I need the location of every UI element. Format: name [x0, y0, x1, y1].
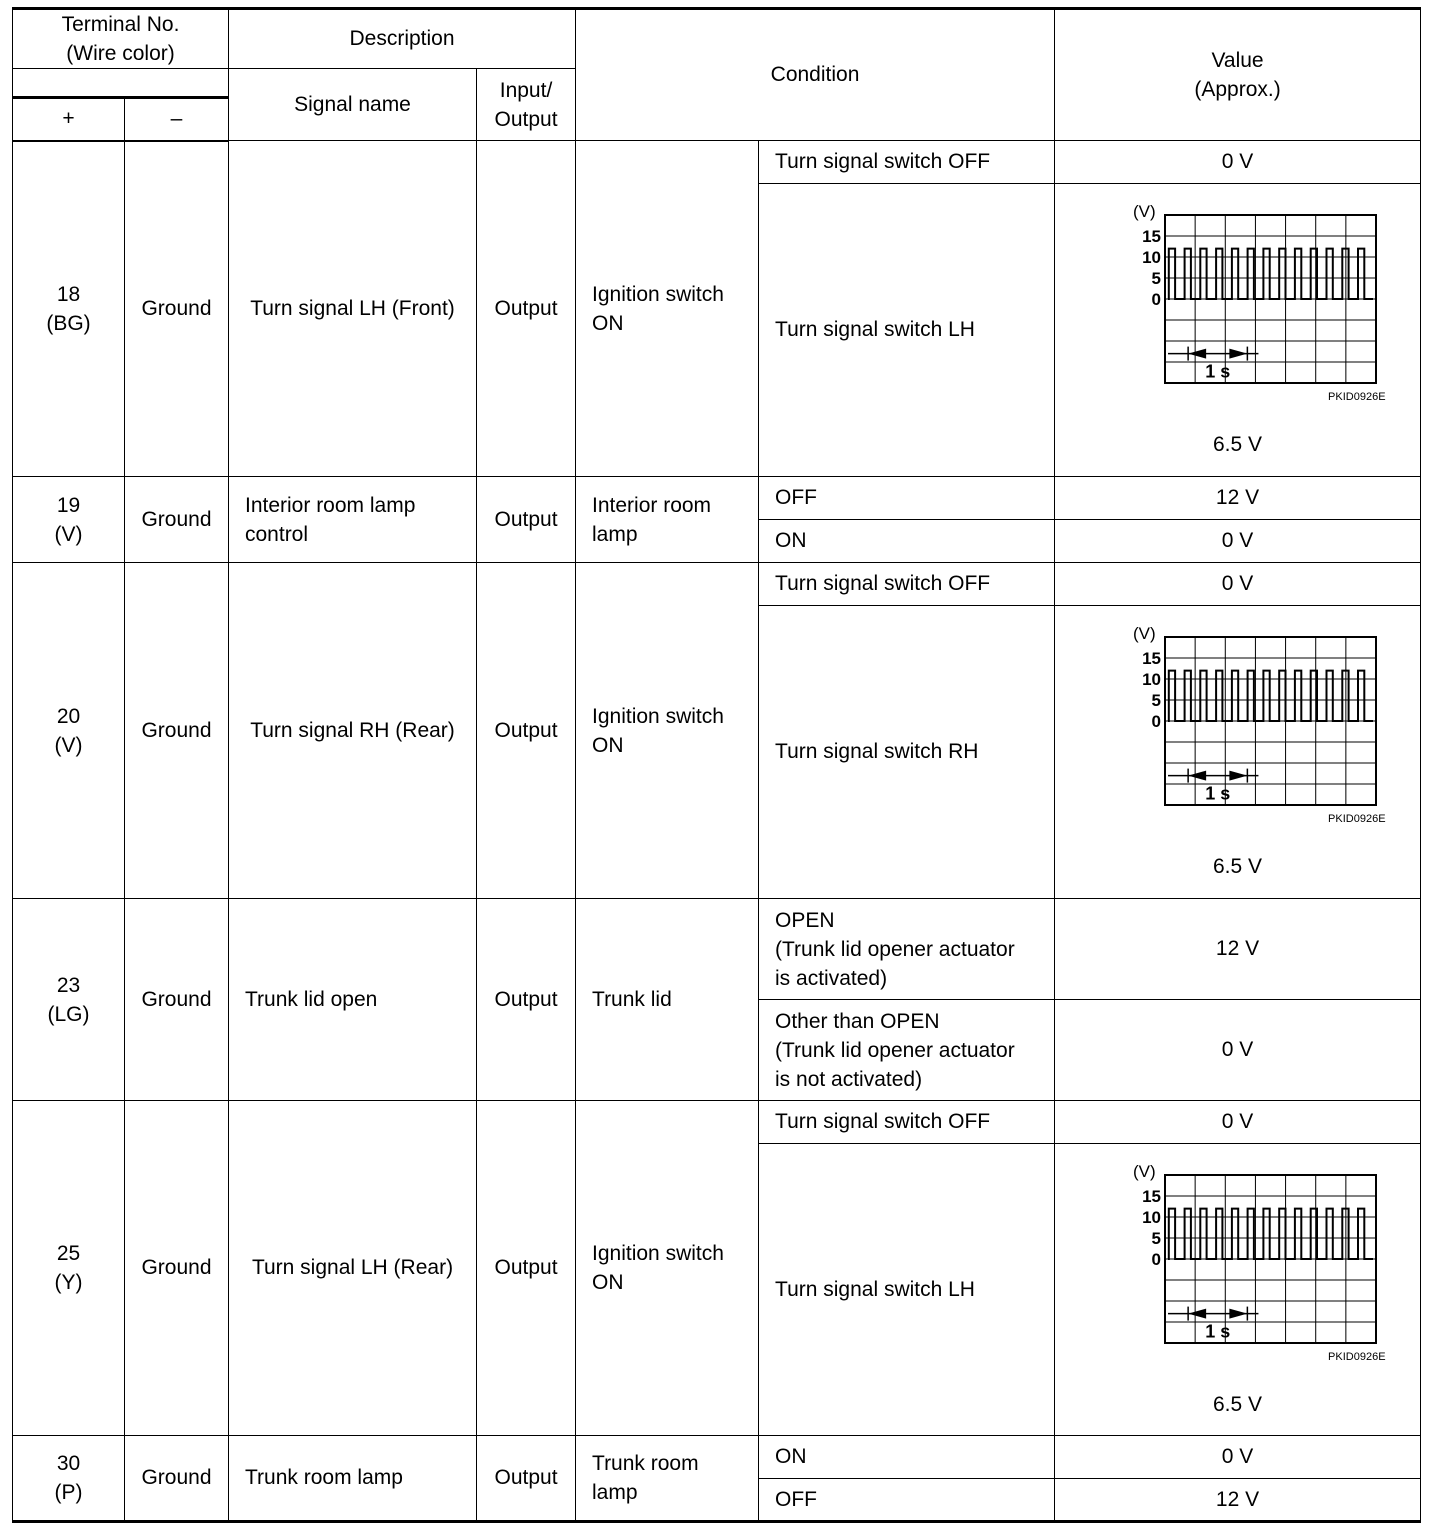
- terminal-cell: 20 (V): [13, 563, 125, 899]
- value-text: 6.5 V: [1213, 1392, 1263, 1416]
- waveform-image-code: PKID0926E: [1328, 813, 1386, 825]
- signal-cell: Turn signal RH (Rear): [229, 563, 477, 899]
- value-cell: 0 V: [1055, 563, 1421, 606]
- value-cell: 0 V: [1055, 141, 1421, 184]
- condition-main-cell: Ignition switch ON: [576, 1101, 759, 1436]
- signal-cell: Interior room lamp control: [229, 477, 477, 563]
- header-terminal-gap: [13, 69, 229, 98]
- ground-cell: Ground: [125, 141, 229, 477]
- io-cell: Output: [477, 1101, 576, 1436]
- condition-cell: OFF: [759, 477, 1055, 520]
- value-cell: 0 V: [1055, 1000, 1421, 1101]
- value-cell: 12 V: [1055, 899, 1421, 1000]
- condition-cell: Turn signal switch RH: [759, 606, 1055, 899]
- condition-cell: OPEN (Trunk lid opener actuator is activated): [759, 899, 1055, 1000]
- time-label: 1 s: [1204, 1321, 1230, 1342]
- y-tick-label: 10: [1141, 1207, 1161, 1227]
- condition-cell: OFF: [759, 1479, 1055, 1522]
- value-text: 6.5 V: [1213, 855, 1263, 878]
- pulse-trace: [1168, 1208, 1373, 1258]
- ground-cell: Ground: [125, 1101, 229, 1436]
- y-tick-label: 0: [1151, 290, 1161, 309]
- io-cell: Output: [477, 477, 576, 563]
- ground-cell: Ground: [125, 899, 229, 1101]
- time-label: 1 s: [1204, 783, 1230, 804]
- value-cell: 0 V: [1055, 1436, 1421, 1479]
- y-tick-label: 15: [1141, 649, 1161, 668]
- y-axis-unit: (V): [1132, 1162, 1156, 1181]
- y-tick-label: 5: [1151, 691, 1161, 710]
- value-cell: 12 V: [1055, 477, 1421, 520]
- time-label: 1 s: [1204, 361, 1230, 382]
- header-terminal: Terminal No. (Wire color): [13, 9, 229, 69]
- terminal-cell: 23 (LG): [13, 899, 125, 1101]
- y-tick-label: 10: [1141, 670, 1161, 689]
- header-signal-name: Signal name: [229, 69, 477, 141]
- condition-cell: Turn signal switch OFF: [759, 1101, 1055, 1144]
- ground-cell: Ground: [125, 563, 229, 899]
- value-text: 6.5 V: [1213, 433, 1263, 456]
- waveform-chart: [1090, 1163, 1386, 1393]
- condition-cell: Other than OPEN (Trunk lid opener actuator is not activated): [759, 1000, 1055, 1101]
- y-tick-label: 15: [1141, 1186, 1161, 1206]
- condition-cell: Turn signal switch OFF: [759, 563, 1055, 606]
- pulse-trace: [1168, 671, 1373, 721]
- io-cell: Output: [477, 899, 576, 1101]
- condition-cell: ON: [759, 1436, 1055, 1479]
- terminal-table: [12, 7, 1421, 1523]
- condition-cell: Turn signal switch OFF: [759, 141, 1055, 184]
- header-minus: –: [125, 98, 229, 141]
- io-cell: Output: [477, 141, 576, 477]
- terminal-cell: 30 (P): [13, 1436, 125, 1522]
- waveform-chart: [1090, 625, 1386, 855]
- time-arrow-head: [1229, 349, 1247, 359]
- condition-cell: ON: [759, 520, 1055, 563]
- condition-main-cell: Interior room lamp: [576, 477, 759, 563]
- signal-cell: Trunk room lamp: [229, 1436, 477, 1522]
- y-axis-unit: (V): [1132, 203, 1156, 221]
- y-tick-label: 0: [1151, 712, 1161, 731]
- terminal-cell: 25 (Y): [13, 1101, 125, 1436]
- header-value: Value (Approx.): [1055, 9, 1421, 141]
- y-tick-label: 0: [1151, 1249, 1161, 1269]
- y-tick-label: 5: [1151, 1228, 1161, 1248]
- signal-cell: Trunk lid open: [229, 899, 477, 1101]
- condition-cell: Turn signal switch LH: [759, 184, 1055, 477]
- terminal-cell: 18 (BG): [13, 141, 125, 477]
- header-condition: Condition: [576, 9, 1055, 141]
- waveform-image-code: PKID0926E: [1328, 391, 1386, 403]
- y-tick-label: 15: [1141, 227, 1161, 246]
- value-cell: [1055, 1144, 1421, 1436]
- header-description: Description: [229, 9, 576, 69]
- ground-cell: Ground: [125, 477, 229, 563]
- io-cell: Output: [477, 563, 576, 899]
- time-arrow-head: [1188, 349, 1206, 359]
- terminal-cell: 19 (V): [13, 477, 125, 563]
- signal-cell: Turn signal LH (Rear): [229, 1101, 477, 1436]
- waveform-chart: [1090, 203, 1386, 433]
- header-input-output: Input/ Output: [477, 69, 576, 141]
- ground-cell: Ground: [125, 1436, 229, 1522]
- condition-main-cell: Trunk room lamp: [576, 1436, 759, 1522]
- header-plus: +: [13, 98, 125, 141]
- time-arrow-head: [1229, 1308, 1247, 1318]
- signal-cell: Turn signal LH (Front): [229, 141, 477, 477]
- waveform-image-code: PKID0926E: [1328, 1350, 1386, 1363]
- io-cell: Output: [477, 1436, 576, 1522]
- condition-main-cell: Ignition switch ON: [576, 563, 759, 899]
- y-axis-unit: (V): [1132, 625, 1156, 643]
- time-arrow-head: [1229, 771, 1247, 781]
- time-arrow-head: [1188, 771, 1206, 781]
- value-cell: 0 V: [1055, 520, 1421, 563]
- y-tick-label: 5: [1151, 269, 1161, 288]
- y-tick-label: 10: [1141, 248, 1161, 267]
- value-cell: 12 V: [1055, 1479, 1421, 1522]
- value-cell: 0 V: [1055, 1101, 1421, 1144]
- condition-main-cell: Ignition switch ON: [576, 141, 759, 477]
- value-cell: [1055, 606, 1421, 899]
- value-cell: [1055, 184, 1421, 477]
- pulse-trace: [1168, 249, 1373, 299]
- condition-main-cell: Trunk lid: [576, 899, 759, 1101]
- condition-cell: Turn signal switch LH: [759, 1144, 1055, 1436]
- time-arrow-head: [1188, 1308, 1206, 1318]
